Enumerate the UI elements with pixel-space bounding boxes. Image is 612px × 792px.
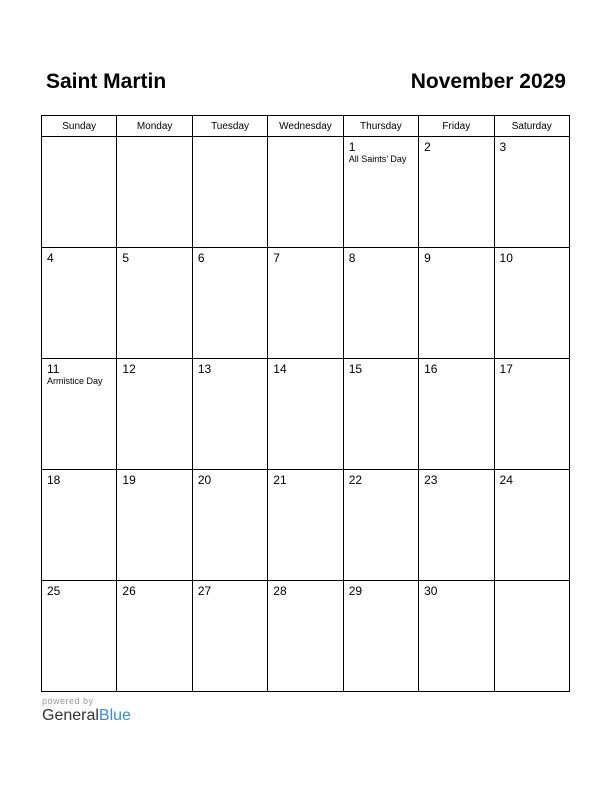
day-cell xyxy=(419,248,494,359)
day-cell xyxy=(494,470,569,581)
day-number: 14 xyxy=(273,362,287,376)
weekday-tuesday: Tuesday xyxy=(192,116,267,137)
weeks-body xyxy=(42,137,570,692)
day-cell xyxy=(192,248,267,359)
day-number: 12 xyxy=(122,362,136,376)
day-number: 9 xyxy=(424,251,431,265)
week-row xyxy=(42,137,570,248)
day-cell xyxy=(268,359,343,470)
day-number: 6 xyxy=(197,251,205,265)
day-cell xyxy=(117,581,192,692)
day-cell xyxy=(419,470,494,581)
week-row xyxy=(42,359,570,470)
empty-day-cell xyxy=(494,581,569,692)
weekday-saturday: Saturday xyxy=(494,116,569,137)
day-cell xyxy=(343,248,418,359)
day-cell xyxy=(343,581,418,692)
day-cell xyxy=(192,359,267,470)
day-number: 30 xyxy=(424,584,438,598)
day-number: 13 xyxy=(197,362,212,376)
day-number: 2 xyxy=(424,140,431,154)
brand-blue: Blue xyxy=(98,707,131,724)
day-cell xyxy=(494,359,569,470)
day-number: 1 xyxy=(348,140,356,154)
day-number: 28 xyxy=(273,584,287,598)
empty-day-cell xyxy=(192,137,267,248)
weekday-wednesday: Wednesday xyxy=(268,116,343,137)
powered-by-text: powered by xyxy=(42,696,94,706)
holiday-label: All Saints’ Day xyxy=(348,154,407,164)
day-cell xyxy=(268,581,343,692)
day-number: 24 xyxy=(499,473,513,487)
weekday-monday: Monday xyxy=(117,116,192,137)
weekday-sunday: Sunday xyxy=(42,116,117,137)
day-cell xyxy=(343,137,418,248)
day-number: 20 xyxy=(197,473,212,487)
week-row xyxy=(42,581,570,692)
day-cell xyxy=(42,359,117,470)
day-cell xyxy=(117,248,192,359)
day-cell xyxy=(192,581,267,692)
day-cell xyxy=(42,248,117,359)
empty-day-cell xyxy=(268,137,343,248)
day-number: 21 xyxy=(273,473,287,487)
day-cell xyxy=(419,137,494,248)
month-year-title: November 2029 xyxy=(410,70,566,93)
day-number: 11 xyxy=(47,362,60,376)
footer-branding xyxy=(42,696,131,725)
empty-day-cell xyxy=(117,137,192,248)
day-number: 19 xyxy=(122,473,136,487)
day-cell xyxy=(343,470,418,581)
day-cell xyxy=(268,248,343,359)
day-number: 4 xyxy=(47,251,54,265)
calendar-header xyxy=(46,70,566,100)
day-number: 7 xyxy=(273,251,280,265)
day-cell xyxy=(192,470,267,581)
brand-general: General xyxy=(42,707,99,724)
country-title: Saint Martin xyxy=(46,70,167,93)
day-number: 26 xyxy=(122,584,136,598)
month-calendar-grid xyxy=(41,115,570,692)
day-number: 17 xyxy=(499,362,513,376)
weekday-thursday: Thursday xyxy=(343,116,418,137)
day-number: 22 xyxy=(348,473,363,487)
day-number: 27 xyxy=(197,584,212,598)
day-number: 29 xyxy=(348,584,363,598)
weekday-friday: Friday xyxy=(419,116,494,137)
day-cell xyxy=(343,359,418,470)
day-number: 23 xyxy=(424,473,438,487)
week-row xyxy=(42,470,570,581)
day-cell xyxy=(419,581,494,692)
day-number: 8 xyxy=(348,251,356,265)
day-cell xyxy=(117,359,192,470)
day-number: 25 xyxy=(47,584,61,598)
day-number: 5 xyxy=(122,251,130,265)
day-number: 3 xyxy=(499,140,507,154)
day-cell xyxy=(117,470,192,581)
holiday-label: Armistice Day xyxy=(47,376,103,386)
day-cell xyxy=(494,248,569,359)
empty-day-cell xyxy=(42,137,117,248)
weekday-header-row xyxy=(42,116,570,137)
generalblue-logo xyxy=(42,707,131,725)
day-number: 10 xyxy=(499,251,513,265)
day-number: 15 xyxy=(348,362,363,376)
day-number: 16 xyxy=(424,362,438,376)
day-cell xyxy=(42,470,117,581)
week-row xyxy=(42,248,570,359)
day-cell xyxy=(494,137,569,248)
day-cell xyxy=(419,359,494,470)
day-cell xyxy=(42,581,117,692)
day-number: 18 xyxy=(47,473,61,487)
day-cell xyxy=(268,470,343,581)
